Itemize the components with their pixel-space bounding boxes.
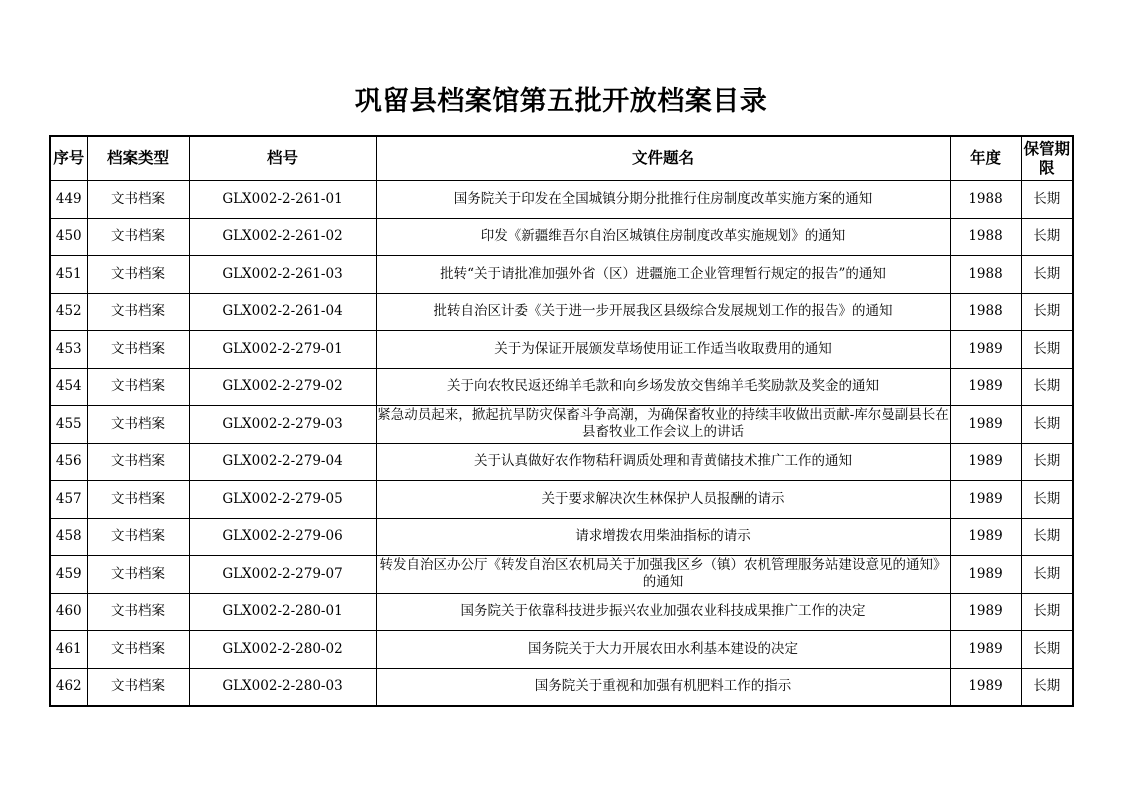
cell-year: 1989: [950, 631, 1021, 669]
cell-seq: 460: [50, 593, 87, 631]
cell-type: 文书档案: [87, 518, 189, 556]
cell-retention: 长期: [1021, 218, 1073, 256]
table-row: [50, 181, 1073, 219]
cell-year: 1989: [950, 481, 1021, 519]
header-code: 档号: [189, 136, 376, 181]
cell-seq: 455: [50, 406, 87, 444]
cell-year: 1988: [950, 293, 1021, 331]
cell-title: 关于要求解决次生林保护人员报酬的请示: [376, 481, 950, 519]
cell-type: 文书档案: [87, 293, 189, 331]
cell-type: 文书档案: [87, 443, 189, 481]
cell-code: GLX002-2-279-06: [189, 518, 376, 556]
cell-type: 文书档案: [87, 631, 189, 669]
cell-code: GLX002-2-261-02: [189, 218, 376, 256]
table-row: [50, 256, 1073, 294]
table-row: [50, 593, 1073, 631]
cell-year: 1989: [950, 556, 1021, 594]
cell-code: GLX002-2-279-01: [189, 331, 376, 369]
cell-code: GLX002-2-279-05: [189, 481, 376, 519]
cell-title: 紧急动员起来，掀起抗旱防灾保畜斗争高潮，为确保畜牧业的持续丰收做出贡献-库尔曼副县长在县畜牧业工作会议上的讲话: [376, 406, 950, 444]
cell-retention: 长期: [1021, 518, 1073, 556]
header-retention: 保管期限: [1021, 136, 1073, 181]
cell-title: 国务院关于印发在全国城镇分期分批推行住房制度改革实施方案的通知: [376, 181, 950, 219]
cell-year: 1989: [950, 668, 1021, 706]
cell-title: 关于为保证开展颁发草场使用证工作适当收取费用的通知: [376, 331, 950, 369]
table-row: [50, 331, 1073, 369]
cell-code: GLX002-2-261-01: [189, 181, 376, 219]
table-body: [50, 181, 1073, 707]
cell-year: 1989: [950, 593, 1021, 631]
cell-title: 转发自治区办公厅《转发自治区农机局关于加强我区乡（镇）农机管理服务站建设意见的通知》的通知: [376, 556, 950, 594]
archive-catalog-table: [49, 135, 1074, 707]
cell-retention: 长期: [1021, 443, 1073, 481]
cell-retention: 长期: [1021, 181, 1073, 219]
cell-retention: 长期: [1021, 631, 1073, 669]
cell-retention: 长期: [1021, 481, 1073, 519]
cell-type: 文书档案: [87, 256, 189, 294]
table-row: [50, 668, 1073, 706]
cell-type: 文书档案: [87, 481, 189, 519]
cell-seq: 462: [50, 668, 87, 706]
cell-type: 文书档案: [87, 331, 189, 369]
cell-code: GLX002-2-261-04: [189, 293, 376, 331]
cell-code: GLX002-2-280-02: [189, 631, 376, 669]
cell-code: GLX002-2-280-01: [189, 593, 376, 631]
table-row: [50, 518, 1073, 556]
cell-year: 1989: [950, 406, 1021, 444]
cell-code: GLX002-2-279-04: [189, 443, 376, 481]
cell-seq: 459: [50, 556, 87, 594]
header-seq: 序号: [50, 136, 87, 181]
table-row: [50, 406, 1073, 444]
cell-year: 1988: [950, 181, 1021, 219]
cell-retention: 长期: [1021, 331, 1073, 369]
cell-seq: 451: [50, 256, 87, 294]
cell-type: 文书档案: [87, 406, 189, 444]
cell-seq: 450: [50, 218, 87, 256]
cell-seq: 452: [50, 293, 87, 331]
cell-code: GLX002-2-261-03: [189, 256, 376, 294]
cell-seq: 454: [50, 368, 87, 406]
cell-title: 关于认真做好农作物秸秆调质处理和青黄储技术推广工作的通知: [376, 443, 950, 481]
cell-seq: 449: [50, 181, 87, 219]
cell-title: 批转自治区计委《关于进一步开展我区县级综合发展规划工作的报告》的通知: [376, 293, 950, 331]
header-title: 文件题名: [376, 136, 950, 181]
cell-code: GLX002-2-279-03: [189, 406, 376, 444]
table-row: [50, 218, 1073, 256]
cell-code: GLX002-2-279-02: [189, 368, 376, 406]
cell-retention: 长期: [1021, 293, 1073, 331]
cell-retention: 长期: [1021, 556, 1073, 594]
cell-type: 文书档案: [87, 668, 189, 706]
table-row: [50, 368, 1073, 406]
cell-year: 1988: [950, 256, 1021, 294]
cell-title: 国务院关于重视和加强有机肥料工作的指示: [376, 668, 950, 706]
table-row: [50, 293, 1073, 331]
cell-retention: 长期: [1021, 593, 1073, 631]
cell-year: 1988: [950, 218, 1021, 256]
cell-type: 文书档案: [87, 593, 189, 631]
cell-year: 1989: [950, 443, 1021, 481]
cell-title: 印发《新疆维吾尔自治区城镇住房制度改革实施规划》的通知: [376, 218, 950, 256]
cell-seq: 461: [50, 631, 87, 669]
table-row: [50, 443, 1073, 481]
cell-title: 批转“关于请批准加强外省（区）进疆施工企业管理暂行规定的报告”的通知: [376, 256, 950, 294]
cell-code: GLX002-2-280-03: [189, 668, 376, 706]
cell-seq: 456: [50, 443, 87, 481]
page-title: 巩留县档案馆第五批开放档案目录: [354, 86, 768, 117]
table-row: [50, 481, 1073, 519]
table-row: [50, 631, 1073, 669]
cell-type: 文书档案: [87, 368, 189, 406]
cell-retention: 长期: [1021, 368, 1073, 406]
cell-title: 关于向农牧民返还绵羊毛款和向乡场发放交售绵羊毛奖励款及奖金的通知: [376, 368, 950, 406]
cell-type: 文书档案: [87, 181, 189, 219]
cell-title: 请求增拨农用柴油指标的请示: [376, 518, 950, 556]
cell-type: 文书档案: [87, 218, 189, 256]
cell-year: 1989: [950, 518, 1021, 556]
cell-code: GLX002-2-279-07: [189, 556, 376, 594]
cell-seq: 457: [50, 481, 87, 519]
header-type: 档案类型: [87, 136, 189, 181]
cell-seq: 453: [50, 331, 87, 369]
cell-retention: 长期: [1021, 668, 1073, 706]
cell-year: 1989: [950, 368, 1021, 406]
table-header-row: [50, 136, 1073, 181]
cell-retention: 长期: [1021, 406, 1073, 444]
cell-title: 国务院关于依靠科技进步振兴农业加强农业科技成果推广工作的决定: [376, 593, 950, 631]
cell-year: 1989: [950, 331, 1021, 369]
cell-type: 文书档案: [87, 556, 189, 594]
table-row: [50, 556, 1073, 594]
cell-seq: 458: [50, 518, 87, 556]
cell-title: 国务院关于大力开展农田水利基本建设的决定: [376, 631, 950, 669]
cell-retention: 长期: [1021, 256, 1073, 294]
header-year: 年度: [950, 136, 1021, 181]
